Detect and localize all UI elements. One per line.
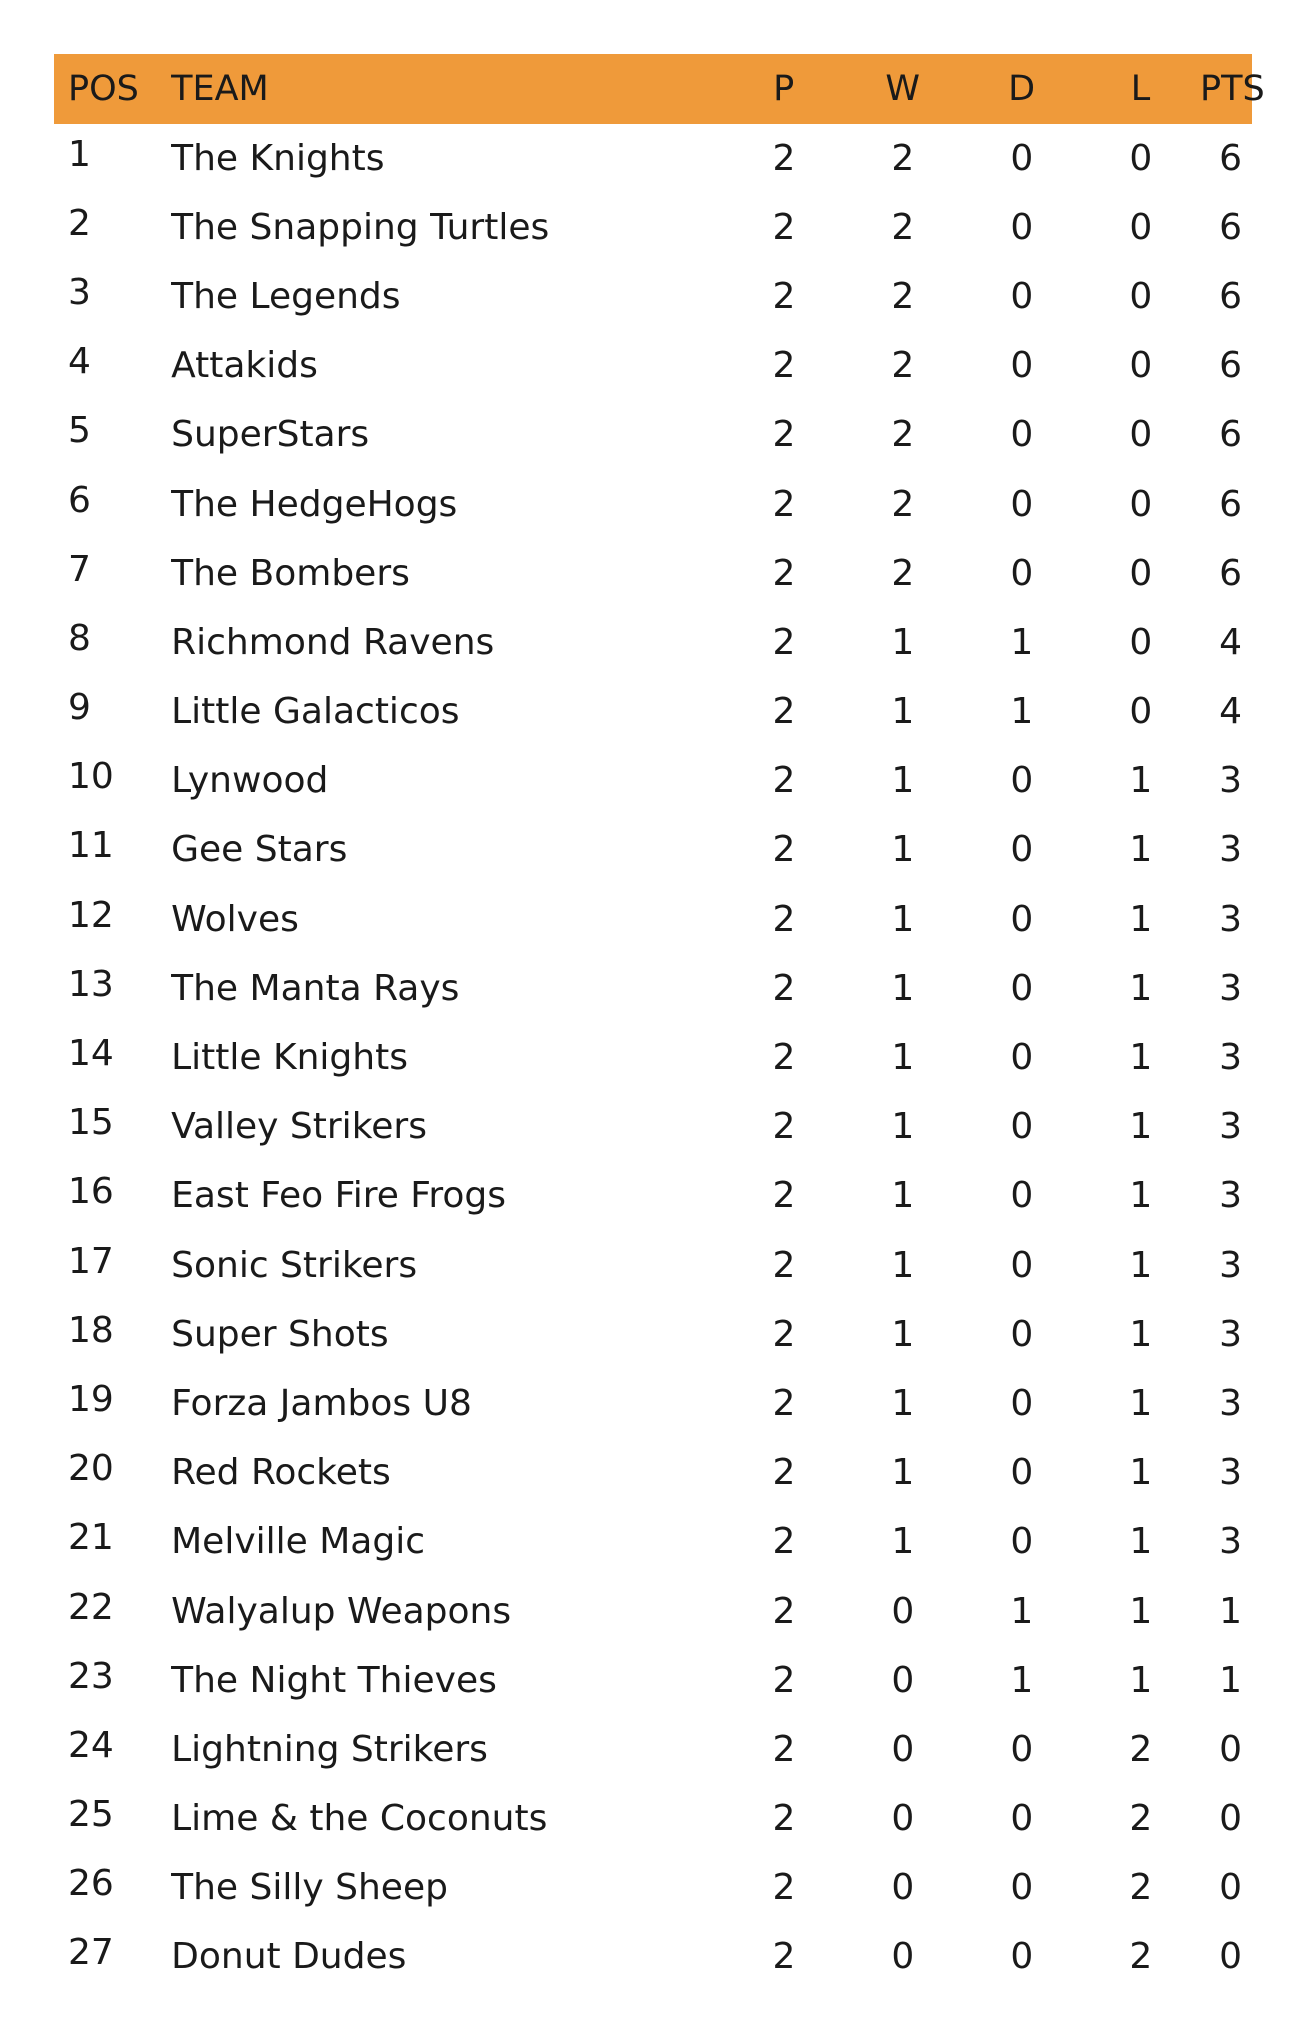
row-team: The Manta Rays (171, 967, 460, 1009)
table-row (54, 678, 1252, 747)
row-won: 0 (891, 1728, 915, 1770)
row-played: 2 (772, 1313, 796, 1355)
table-row (54, 1785, 1252, 1854)
row-team: The Silly Sheep (171, 1867, 448, 1909)
row-won: 1 (891, 1382, 915, 1424)
row-won: 1 (891, 1106, 915, 1148)
row-pos: 25 (68, 1794, 114, 1836)
row-won: 1 (891, 829, 915, 871)
row-points: 6 (1219, 345, 1242, 387)
row-points: 4 (1219, 691, 1242, 733)
table-row (54, 1577, 1252, 1646)
row-drawn: 0 (1010, 829, 1034, 871)
row-pos: 15 (68, 1102, 114, 1144)
row-drawn: 0 (1010, 345, 1034, 387)
row-team: Gee Stars (171, 829, 348, 871)
row-points: 0 (1219, 1798, 1242, 1840)
row-points: 3 (1219, 1037, 1242, 1079)
table-row (54, 1369, 1252, 1438)
row-played: 2 (772, 206, 796, 248)
header-lost: L (1130, 68, 1151, 109)
row-team: Valley Strikers (171, 1106, 427, 1148)
row-played: 2 (772, 1867, 796, 1909)
row-points: 6 (1219, 552, 1242, 594)
row-pos: 12 (68, 894, 114, 936)
row-won: 1 (891, 1175, 915, 1217)
row-played: 2 (772, 691, 796, 733)
row-drawn: 0 (1010, 1452, 1034, 1494)
row-won: 2 (891, 137, 915, 179)
table-row (54, 1854, 1252, 1923)
row-played: 2 (772, 1037, 796, 1079)
row-team: The Snapping Turtles (171, 206, 550, 248)
table-row (54, 608, 1252, 677)
row-pos: 10 (68, 756, 114, 798)
header-won: W (885, 68, 920, 109)
row-pos: 8 (68, 617, 91, 659)
row-lost: 1 (1129, 1175, 1153, 1217)
row-pos: 3 (68, 271, 91, 313)
row-points: 3 (1219, 898, 1242, 940)
row-lost: 0 (1129, 137, 1153, 179)
table-row (54, 1715, 1252, 1784)
row-team: Super Shots (171, 1313, 389, 1355)
row-team: The HedgeHogs (171, 483, 458, 525)
row-team: Richmond Ravens (171, 621, 495, 663)
row-pos: 17 (68, 1240, 114, 1282)
row-pos: 5 (68, 410, 91, 452)
row-lost: 1 (1129, 1521, 1153, 1563)
row-team: Little Galacticos (171, 691, 460, 733)
row-drawn: 0 (1010, 206, 1034, 248)
row-lost: 1 (1129, 1037, 1153, 1079)
table-row (54, 262, 1252, 331)
row-team: SuperStars (171, 414, 370, 456)
row-points: 6 (1219, 206, 1242, 248)
row-points: 3 (1219, 1244, 1242, 1286)
row-team: The Knights (171, 137, 385, 179)
table-row (54, 1646, 1252, 1715)
row-points: 3 (1219, 760, 1242, 802)
row-team: Lime & the Coconuts (171, 1798, 548, 1840)
row-drawn: 0 (1010, 1037, 1034, 1079)
table-row (54, 470, 1252, 539)
row-drawn: 0 (1010, 1521, 1034, 1563)
row-drawn: 0 (1010, 1106, 1034, 1148)
row-pos: 9 (68, 687, 91, 729)
row-lost: 0 (1129, 414, 1153, 456)
row-pos: 4 (68, 341, 91, 383)
row-points: 6 (1219, 137, 1242, 179)
row-won: 1 (891, 691, 915, 733)
row-points: 1 (1219, 1659, 1242, 1701)
row-lost: 2 (1129, 1936, 1153, 1978)
row-lost: 1 (1129, 1382, 1153, 1424)
row-lost: 1 (1129, 829, 1153, 871)
row-pos: 24 (68, 1724, 114, 1766)
row-team: Walyalup Weapons (171, 1590, 512, 1632)
row-won: 1 (891, 1521, 915, 1563)
table-row (54, 1093, 1252, 1162)
row-won: 0 (891, 1867, 915, 1909)
row-played: 2 (772, 967, 796, 1009)
row-played: 2 (772, 1659, 796, 1701)
row-team: Donut Dudes (171, 1936, 407, 1978)
row-points: 0 (1219, 1867, 1242, 1909)
row-pos: 19 (68, 1378, 114, 1420)
row-drawn: 0 (1010, 760, 1034, 802)
row-pos: 13 (68, 963, 114, 1005)
row-won: 1 (891, 621, 915, 663)
row-drawn: 1 (1010, 621, 1034, 663)
row-drawn: 0 (1010, 1798, 1034, 1840)
row-lost: 0 (1129, 621, 1153, 663)
table-row (54, 816, 1252, 885)
row-played: 2 (772, 1175, 796, 1217)
row-pos: 2 (68, 202, 91, 244)
row-pos: 22 (68, 1586, 114, 1628)
header-team: TEAM (171, 68, 269, 109)
row-pos: 7 (68, 548, 91, 590)
row-points: 3 (1219, 829, 1242, 871)
header-pos: POS (68, 68, 139, 109)
row-points: 4 (1219, 621, 1242, 663)
row-pos: 16 (68, 1171, 114, 1213)
row-played: 2 (772, 1382, 796, 1424)
row-drawn: 0 (1010, 1382, 1034, 1424)
row-lost: 0 (1129, 483, 1153, 525)
row-won: 0 (891, 1659, 915, 1701)
table-row (54, 539, 1252, 608)
row-team: Forza Jambos U8 (171, 1382, 472, 1424)
row-points: 6 (1219, 483, 1242, 525)
row-points: 3 (1219, 1313, 1242, 1355)
row-lost: 0 (1129, 206, 1153, 248)
header-points: PTS (1200, 68, 1265, 109)
row-played: 2 (772, 414, 796, 456)
row-points: 6 (1219, 275, 1242, 317)
row-team: Lightning Strikers (171, 1728, 488, 1770)
row-pos: 20 (68, 1448, 114, 1490)
row-pos: 6 (68, 479, 91, 521)
row-lost: 1 (1129, 1659, 1153, 1701)
row-played: 2 (772, 1106, 796, 1148)
row-lost: 2 (1129, 1728, 1153, 1770)
row-team: East Feo Fire Frogs (171, 1175, 507, 1217)
row-pos: 1 (68, 133, 91, 175)
row-played: 2 (772, 760, 796, 802)
row-pos: 14 (68, 1033, 114, 1075)
row-lost: 1 (1129, 1106, 1153, 1148)
row-team: Lynwood (171, 760, 329, 802)
row-pos: 23 (68, 1655, 114, 1697)
row-pos: 18 (68, 1309, 114, 1351)
row-won: 1 (891, 1037, 915, 1079)
row-played: 2 (772, 898, 796, 940)
row-drawn: 0 (1010, 552, 1034, 594)
row-won: 1 (891, 967, 915, 1009)
row-won: 0 (891, 1590, 915, 1632)
row-pos: 11 (68, 825, 114, 867)
row-played: 2 (772, 1798, 796, 1840)
row-won: 1 (891, 898, 915, 940)
row-drawn: 1 (1010, 691, 1034, 733)
row-won: 1 (891, 1452, 915, 1494)
row-team: Wolves (171, 898, 299, 940)
row-played: 2 (772, 137, 796, 179)
row-points: 3 (1219, 1452, 1242, 1494)
row-won: 0 (891, 1936, 915, 1978)
row-points: 3 (1219, 1106, 1242, 1148)
row-won: 1 (891, 1244, 915, 1286)
table-row (54, 124, 1252, 193)
table-row (54, 885, 1252, 954)
row-played: 2 (772, 621, 796, 663)
row-drawn: 0 (1010, 1867, 1034, 1909)
row-drawn: 0 (1010, 137, 1034, 179)
row-played: 2 (772, 1452, 796, 1494)
row-lost: 1 (1129, 1590, 1153, 1632)
table-row (54, 1923, 1252, 1992)
row-team: Sonic Strikers (171, 1244, 418, 1286)
header-played: P (773, 68, 795, 109)
row-team: The Legends (171, 275, 401, 317)
header-drawn: D (1008, 68, 1036, 109)
row-lost: 0 (1129, 345, 1153, 387)
row-lost: 1 (1129, 1244, 1153, 1286)
row-drawn: 0 (1010, 1728, 1034, 1770)
row-team: The Night Thieves (171, 1659, 497, 1701)
standings-table (54, 54, 1265, 1992)
row-played: 2 (772, 1728, 796, 1770)
row-points: 3 (1219, 1382, 1242, 1424)
row-lost: 1 (1129, 967, 1153, 1009)
row-team: Little Knights (171, 1037, 408, 1079)
row-played: 2 (772, 1244, 796, 1286)
row-drawn: 0 (1010, 1313, 1034, 1355)
row-pos: 26 (68, 1863, 114, 1905)
row-lost: 2 (1129, 1867, 1153, 1909)
row-pos: 27 (68, 1932, 114, 1974)
table-row (54, 401, 1252, 470)
row-won: 2 (891, 414, 915, 456)
table-row (54, 1300, 1252, 1369)
row-played: 2 (772, 552, 796, 594)
row-won: 0 (891, 1798, 915, 1840)
row-drawn: 0 (1010, 967, 1034, 1009)
row-drawn: 0 (1010, 414, 1034, 456)
table-row (54, 332, 1252, 401)
row-team: The Bombers (171, 552, 410, 594)
row-played: 2 (772, 1936, 796, 1978)
table-row (54, 1231, 1252, 1300)
table-row (54, 1439, 1252, 1508)
row-team: Red Rockets (171, 1452, 391, 1494)
row-played: 2 (772, 345, 796, 387)
row-won: 2 (891, 483, 915, 525)
row-played: 2 (772, 829, 796, 871)
row-points: 0 (1219, 1728, 1242, 1770)
table-row (54, 1023, 1252, 1092)
row-won: 1 (891, 1313, 915, 1355)
row-played: 2 (772, 483, 796, 525)
row-won: 1 (891, 760, 915, 802)
row-points: 3 (1219, 1175, 1242, 1217)
row-lost: 1 (1129, 1452, 1153, 1494)
row-team: Melville Magic (171, 1521, 426, 1563)
row-lost: 0 (1129, 552, 1153, 594)
row-lost: 1 (1129, 898, 1153, 940)
row-won: 2 (891, 206, 915, 248)
row-drawn: 0 (1010, 1936, 1034, 1978)
table-row (54, 954, 1252, 1023)
row-points: 1 (1219, 1590, 1242, 1632)
row-drawn: 1 (1010, 1590, 1034, 1632)
row-won: 2 (891, 345, 915, 387)
row-lost: 0 (1129, 275, 1153, 317)
table-header (54, 54, 1265, 124)
table-row (54, 1162, 1252, 1231)
row-points: 3 (1219, 1521, 1242, 1563)
row-team: Attakids (171, 345, 318, 387)
table-row (54, 193, 1252, 262)
row-drawn: 0 (1010, 275, 1034, 317)
row-won: 2 (891, 275, 915, 317)
row-lost: 2 (1129, 1798, 1153, 1840)
row-drawn: 1 (1010, 1659, 1034, 1701)
table-row (54, 747, 1252, 816)
table-body (54, 124, 1252, 1992)
row-pos: 21 (68, 1517, 114, 1559)
row-points: 6 (1219, 414, 1242, 456)
row-lost: 1 (1129, 1313, 1153, 1355)
row-played: 2 (772, 1590, 796, 1632)
row-points: 0 (1219, 1936, 1242, 1978)
row-points: 3 (1219, 967, 1242, 1009)
row-won: 2 (891, 552, 915, 594)
row-drawn: 0 (1010, 898, 1034, 940)
row-lost: 0 (1129, 691, 1153, 733)
row-drawn: 0 (1010, 1175, 1034, 1217)
row-drawn: 0 (1010, 1244, 1034, 1286)
row-played: 2 (772, 1521, 796, 1563)
row-lost: 1 (1129, 760, 1153, 802)
row-drawn: 0 (1010, 483, 1034, 525)
row-played: 2 (772, 275, 796, 317)
table-row (54, 1508, 1252, 1577)
